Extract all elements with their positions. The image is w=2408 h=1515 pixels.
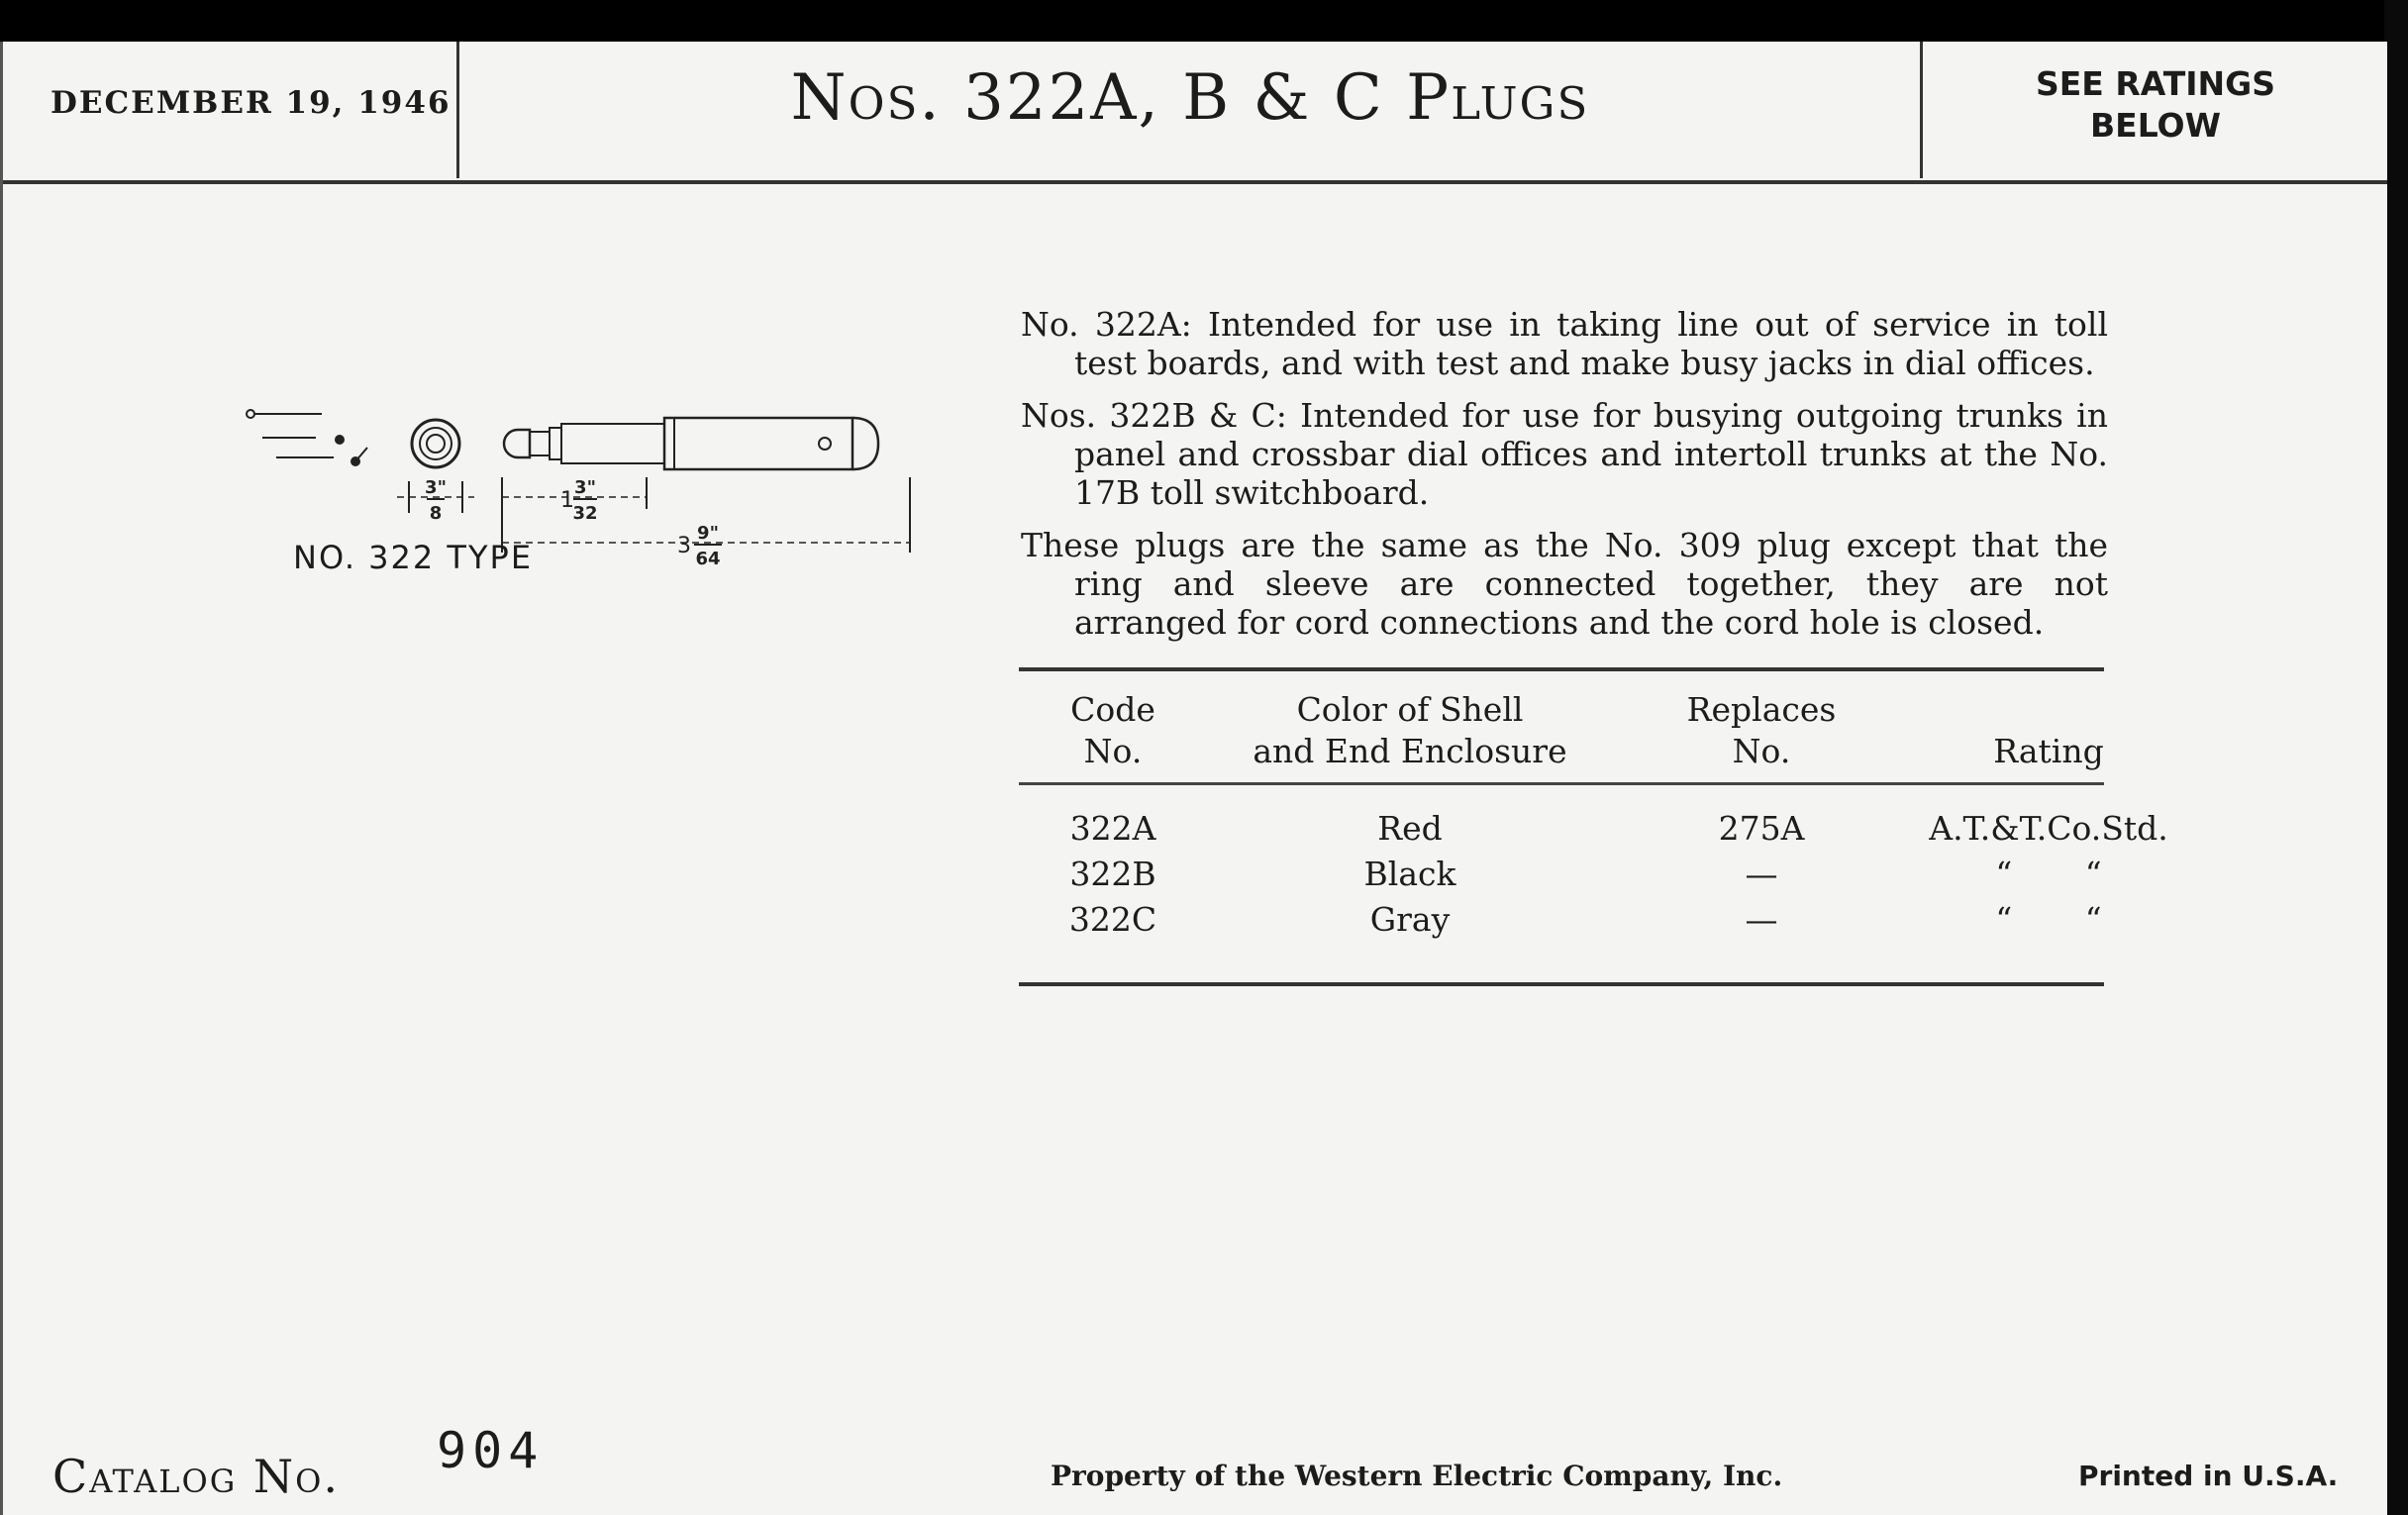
catalog-card: [0, 42, 2387, 1515]
scan-edge: [2384, 0, 2408, 1515]
dim-long-numerator: 9": [697, 523, 719, 544]
header-rating: Rating: [1993, 732, 2104, 770]
header-code-line1: Code: [1070, 690, 1155, 729]
see-ratings-note: [1924, 63, 2387, 147]
description-general: These plugs are the same as the No. 309 plug except that the ring and sleeve are connected together, they are not arranged for cord connections and the cord hole is closed.: [1021, 526, 2108, 642]
printed-in-usa: Printed in U.S.A.: [2078, 1460, 2339, 1492]
page-title: Nos. 322A, B & C Plugs: [790, 61, 1590, 135]
card-header: [3, 42, 2387, 184]
header-code-line2: No.: [1083, 732, 1143, 770]
row-322a-rating: A.T.&T.Co.Std.: [1929, 809, 2168, 848]
plug-shell-icon: [664, 418, 853, 469]
catalog-label: Catalog No.: [52, 1450, 341, 1503]
row-322c-rating: “ “: [1995, 900, 2102, 939]
plug-tip-icon: [504, 430, 530, 457]
see-ratings-line2: BELOW: [2090, 106, 2221, 145]
row-322c-code: 322C: [1068, 900, 1157, 939]
header-color-line1: Color of Shell: [1296, 690, 1524, 729]
dim-mid-numerator: 3": [574, 477, 596, 498]
row-322b-code: 322B: [1069, 855, 1156, 893]
schematic-terminal-icon: [247, 410, 254, 418]
dim-long-denominator: 64: [695, 549, 721, 566]
plug-diagram: [231, 349, 944, 566]
dim-mid-whole: 1: [560, 488, 574, 513]
row-322b-color: Black: [1363, 855, 1456, 893]
diagram-caption: NO. 322 TYPE: [293, 539, 534, 576]
dim-small-denominator: 8: [429, 503, 443, 524]
row-322b-replaces: —: [1745, 855, 1778, 893]
see-ratings-line1: SEE RATINGS: [2036, 64, 2275, 103]
row-322c-color: Gray: [1369, 900, 1451, 939]
issue-date: DECEMBER 19, 1946: [50, 85, 452, 121]
description: [1021, 305, 2108, 656]
description-322a: No. 322A: Intended for use in taking line out of service in toll test boards, and with test and make busy jacks in dial offices.: [1021, 305, 2108, 382]
table-rule-bottom: [1019, 982, 2104, 986]
row-322a-replaces: 275A: [1718, 809, 1805, 848]
property-notice: Property of the Western Electric Company, Inc.: [1051, 1460, 1783, 1492]
dim-small-numerator: 3": [425, 477, 447, 498]
row-322c-replaces: —: [1745, 900, 1778, 939]
table-rule-mid: [1019, 782, 2104, 785]
header-color-line2: and End Enclosure: [1253, 732, 1567, 770]
row-322a-code: 322A: [1069, 809, 1156, 848]
dim-long-whole: 3: [677, 534, 691, 558]
row-322a-color: Red: [1377, 809, 1443, 848]
dim-mid-denominator: 32: [572, 503, 598, 524]
row-322b-rating: “ “: [1995, 855, 2102, 893]
header-replaces-line1: Replaces: [1686, 690, 1837, 729]
header-divider-left: [456, 42, 459, 178]
catalog-number: 904: [437, 1422, 545, 1479]
header-replaces-line2: No.: [1732, 732, 1791, 770]
table-rule-top: [1019, 667, 2104, 671]
header-divider-right: [1920, 42, 1923, 178]
description-322b-c: Nos. 322B & C: Intended for use for busying outgoing trunks in panel and crossbar dial offices and intertoll trunks at the No. 17B toll switchboard.: [1021, 396, 2108, 512]
